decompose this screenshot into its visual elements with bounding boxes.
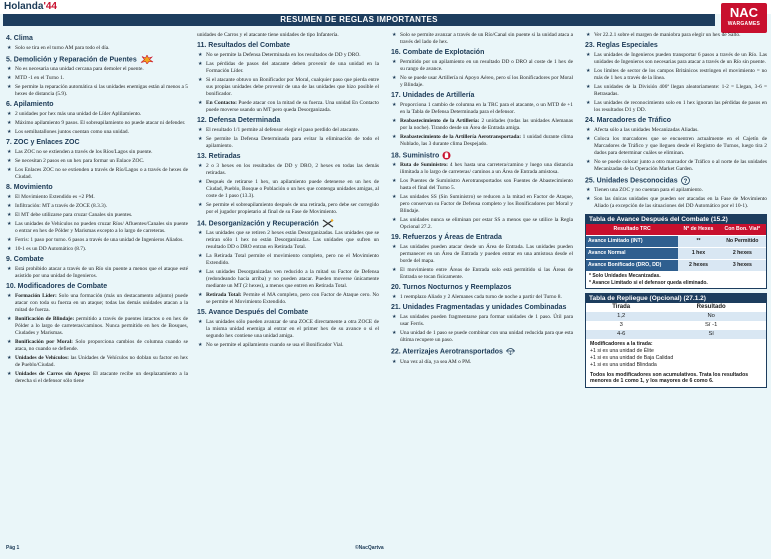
list-item: ★ No se puede colocar junto a otro marcador de Tráfico o al norte de las unidades Mecanizadas de la Operación Market Garden. [585,159,767,173]
list-item: ★ Las unidades pueden atacar desde un Área de Entrada. Las unidades pueden permanecer en un Área de Entrada y pueden entrar en una amistosa desde el borde del mapa. [391,244,573,265]
section-title: 8. Movimiento [6,184,53,192]
section-trafico [585,117,767,173]
game-logo [4,1,57,12]
section-title: 25. Unidades Desconocidas ? [585,176,767,185]
section-apilamiento [6,101,188,136]
section-retiradas [197,153,379,216]
table-title: Tabla de Repliegue (Opcional) (27.1.2) [586,294,766,303]
list-item: ★ Retirada Total: Permite el MA completo, pero con Factor de Ataque cero. No se permite el Movimiento Extendido. [197,292,379,306]
list-item: ★ Las ZOC no se extienden a través de los Ríos/Lagos sin puente. [6,149,188,156]
section-title: 18. Suministro [391,151,573,160]
section-defensa [197,117,379,150]
list-item: ★ Los Puentes de Suministro Aerotransportados son Fuentes de Abastecimiento hasta el final del Turno 5. [391,178,573,192]
list-item: ★ Ferris: 1 paso por turno. 6 pasos a través de una unidad de Ingenieros Aliados. [6,237,188,244]
table-header: Resultado TRC [586,224,678,236]
publisher-badge [721,3,767,33]
section-title: 6. Apilamiento [6,101,54,109]
section-suministro [391,151,573,231]
list-item: ★ No se puede usar Artillería ni Apoyo Aéreo, pero sí los Bonificadores por Moral y Blindaje. [391,75,573,89]
list-item: ★ Máximo apilamiento 9 pasos. El sobreapilamiento no puede atacar ni defender. [6,120,188,127]
list-item: ★ Los límites de sector de los campos Británicos restringen el movimiento = no más de 1 hex a través de la línea. [585,68,767,82]
publisher-badge-sub: WARGAMES [727,21,761,27]
list-item: ★ Las unidades nunca se eliminan por estar SS a menos que se utilice la Regla Opcional 27.2. [391,217,573,231]
table-header: Tirada [612,304,631,311]
section-aterrizajes [391,347,573,365]
section-title: 23. Reglas Especiales [585,42,658,49]
table-notes: * Solo Unidades Mecanizadas. * Avance Limitado si el defensor queda eliminado. [589,273,708,286]
section-modificadores [6,283,188,385]
list-item: ★ Las unidades de la División 406ª llegan aleatoriamente: 1-2 = Llegan, 3-6 = Retrasadas. [585,84,767,98]
list-item: ★ Una vez al día, ya sea AM o PM. [391,359,573,366]
section-title: 22. Aterrizajes Aerotransportados [391,347,573,356]
question-icon [681,176,690,185]
section-combate [6,256,188,280]
list-item: ★ MTD -1 en el Turno 1. [6,75,188,82]
fuel-can-icon [442,151,451,160]
list-item: ★ Afecta sólo a las unidades Mecanizadas Aliadas. [585,127,767,134]
section-title: 13. Retiradas [197,153,241,160]
table-row: 3 Sí -1 [619,322,718,329]
brand-year: '44 [43,1,57,12]
section-nocturnos [391,284,573,301]
section-fragmentadas [391,304,573,344]
section-title: 16. Combate de Explotación [391,49,485,56]
column-3 [391,32,573,537]
table-header: Resultado [696,304,726,311]
list-item: ★ Una unidad de 1 paso se puede combinar con una unidad reducida para que esta última recupere un paso. [391,330,573,344]
list-item: ★ Las unidades de Vehículos no pueden cruzar Ríos/ Afluentes/Canales sin puente o entrar en hex de Pólder y Marismas excepto a lo largo de carreteras. [6,221,188,235]
table-row: Avance Limitado (INT) ** No Permitido [586,236,766,248]
list-item: ★ Las unidades de reconocimiento solo en 1 hex ignoran las pérdidas de pasos en los resultados D1 y DD. [585,100,767,114]
section-title: 5. Demolición y Reparación de Puentes [6,55,188,64]
list-item: ★ 2 unidades por hex más una unidad de Líder Aplilamiento. [6,111,188,118]
list-item: ★ Permitido por un apilamiento en un resultado DD o DRO al coste de 1 hex de su rango de avance. [391,59,573,73]
top-bar [0,0,771,14]
list-item: ★ El Movimiento Extendido es +2 PM. [6,194,188,201]
advance-table-grid [586,224,766,271]
section-title: 20. Turnos Nocturnos y Reemplazos [391,284,512,292]
list-item: ★ El resultado 1/1 permite al defensor elegir el paso perdido del atacante. [197,127,379,134]
list-item: ★ Los semibatallones juntos cuentan como una unidad. [6,129,188,136]
brand-name: Holanda [4,1,44,12]
list-item: ★ No se permite el apilamiento cuando se usa el Bonificador Vial. [197,342,379,349]
section-title: 19. Refuerzos y Áreas de Entrada [391,234,502,242]
section-desconocidas [585,176,767,210]
list-item: ★ No se permite la Defensa Determinada en los resultados de DD y DRO. [197,52,379,59]
list-item: ★ No es necesaria una unidad cercana para demoler el puente. [6,66,188,73]
section-title: 14. Desorganización y Recuperación [197,219,379,228]
section-desorganizacion [197,219,379,306]
list-item: ★ Coloca los marcadores que se encuentren actualmente en el Cajetín de Marcadores de Tráfico y que lleguen desde el Registro de Turnos, luego tira 2 dados para determinar cuáles se eliminan. [585,136,767,157]
advance-table [585,214,767,289]
list-item: ★ Formación Líder: Solo una formación (más un destacamento adjunto) puede atacar con toda su fuerza en un ataque; todas las demás unidades atacan a la mitad de fuerza. [6,293,188,314]
section-title: 12. Defensa Determinada [197,117,281,124]
withdrawal-table-grid [586,303,766,339]
list-item: ★ Reabastecimiento de la Artillería Aerotransportada: 1 unidad durante clima Nublado, las 3 durante clima Despejado. [391,134,573,148]
list-item: ★ La Retirada Total permite el movimiento completo, pero no el Movimiento Extendido. [197,253,379,267]
section-title: 4. Clima [6,35,33,42]
page-title: RESUMEN DE REGLAS IMPORTANTES [3,14,715,26]
section-title: 10. Modificadores de Combate [6,283,108,291]
section-explotacion [391,49,573,89]
section-title: 9. Combate [6,256,44,264]
list-item: ★ Solo se permite avanzar a través de un Río/Canal sin puente si la unidad ataca a través del lado de hex. [391,32,573,46]
list-item: ★ 2 o 3 hexes en los resultados de DD y DRO, 2 hexes en todas las demás retiradas. [197,163,379,177]
section-refuerzos [391,234,573,281]
section-title: 7. ZOC y Enlaces ZOC [6,139,80,147]
explosion-icon [140,55,154,64]
copyright: ©NacQartva [355,545,384,551]
list-item: ★ Unidades de Carros sin Apoyo: El atacante recibe un desplazamiento a la derecha si el defensor sólo tiene [6,371,188,385]
list-item: ★ Infiltración: MT a través de ZOCE (8.3.3). [6,203,188,210]
page-number: Pág 1 [6,545,20,551]
column-1 [6,32,188,537]
section-avance [197,309,379,349]
list-item: ★ Si el atacante obtuvo un Bonificador por Moral, cualquier paso que pierda entre sus propias unidades debe provenir de una de las unidades que hizo posible el bonificador. [197,77,379,98]
column-4 [585,32,767,537]
continued-text: unidades de Carros y el atacante tiene unidades de tipo Infantería. [197,32,339,38]
section-title: 15. Avance Después del Combate [197,309,309,317]
list-item: ★ Las unidades de Ingenieros pueden transportar 6 pasos a través de un Río. Las unidades de Ingenieros son necesarias para atacar a través de un Río sin puente. [585,52,767,66]
table-header: Nº de Hexes [678,224,718,236]
svg-text:?: ? [683,179,687,185]
table-row: 1,2 No [586,312,766,321]
list-item: ★ Las pérdidas de pasos del atacante deben provenir de una unidad en la Formación Líder. [197,61,379,75]
section-artilleria [391,92,573,148]
section-resultados [197,42,379,114]
list-item: ★ Solo se tira en el turno AM para todo el día. [6,45,188,52]
list-item: ★ Las unidades pueden fragmentarse para formar unidades de 1 paso. Útil para usar Ferris. [391,314,573,328]
crossed-swords-icon [322,219,334,228]
list-item: ★ Después de retirarse 1 hex, un apilamiento puede detenerse en un hex de Ciudad, Pueblo, Bosque o Población o un hex que contenga unidades amigas, al coste de 1 paso (13.3). [197,179,379,200]
table-header: Con Bon. Vial* [719,224,766,236]
section-movimiento [6,184,188,253]
section-title: 24. Marcadores de Tráfico [585,117,671,124]
modifiers-block: Modificadores a la tirada: +1 si es una unidad de Élite +1 si es una unidad de Baja Calidad +1 si es una unidad Blindada Todos los modificadores son acumulativos. Trata los resultados menores de 1 como 1, y los mayores de 6 como 6. [590,341,749,385]
list-item: ★ Se permite la Defensa Determinada para evitar la eliminación de todo el apilamiento. [197,136,379,150]
publisher-badge-main: NAC [729,5,759,20]
list-item: ★ El MT debe utilizarse para cruzar Canales sin puentes. [6,212,188,219]
section-clima [6,35,188,52]
table-row: Avance Bonificado (DRO, DD) 2 hexes 3 hexes [586,260,766,272]
list-item: ★ Tienen una ZOC y no cuentan para el apilamiento. [585,187,767,194]
list-item: ★ 10-1 es un DD Automático (8.7). [6,246,188,253]
table-row: 4-6 Sí [586,330,766,339]
section-puentes [6,55,188,98]
withdrawal-table [585,293,767,388]
section-especiales [585,42,767,114]
list-item: ★ Unidades de Vehículos: las Unidades de Vehículos no doblan su factor en hex de Pueblo/Ciudad. [6,355,188,369]
list-item: ★ Las unidades sólo pueden avanzar de una ZOCE directamente a otra ZOCE de la misma unidad enemiga al entrar en el primer hex de su avance o si el segundo hex contiene una unidad amiga. [197,319,379,340]
list-item: ★ Ver 22.2.1 sobre el margen de maniobra para elegir un hex de Salto. [585,32,767,39]
list-item: ★ Las unidades SS (Sin Suministro) se reducen a la mitad en Factor de Ataque, pero conservan su Factor de Defensa completo y los Bonificadores por Moral y Blindaje. [391,194,573,215]
list-item: ★ Reabastecimiento de la Artillería: 2 unidades (todas las unidades Alemanas por la noche). Tirando desde un Área de Entrada amiga. [391,118,573,132]
list-item: ★ Bonificación por Moral: Solo proporciona cambios de columna cuando se ataca, no cuando se defiende. [6,339,188,353]
list-item: ★ Se necesitan 2 pasos en un hex para formar un Enlace ZOC. [6,158,188,165]
list-item: ★ Las unidades que se retiren 2 hexes están Desorganizadas. Las unidades que se retiran sólo 1 hex no están Desorganizadas. Las unidades que sufren un resultado DD o DRO entran en Retirada Total. [197,230,379,251]
section-zoc [6,139,188,181]
list-item: ★ Se permite el sobreapilamiento después de una retirada, pero debe ser corregido por el jugador propietario al final de su Fase de Movimiento. [197,202,379,216]
list-item: ★ En Contacto: Puede atacar con la mitad de su fuerza. Una unidad En Contacto puede moverse usando un MT pero queda Desorganizada. [197,100,379,114]
column-2 [197,32,379,537]
section-title: 11. Resultados del Combate [197,42,290,49]
list-item: ★ Las unidades Desorganizadas ven reducido a la mitad su Factor de Defensa (redondeando hacia arriba) y no pueden atacar. Pueden moverse únicamente mediante un MT (2 hexes), a menos que entren en Retirada Total. [197,269,379,290]
list-item: ★ El movimiento entre Áreas de Entrada solo está permitido si las Áreas de Entrada se tocan físicamente. [391,267,573,281]
section-title: 17. Unidades de Artillería [391,92,475,99]
table-title: Tabla de Avance Después del Combate (15.2) [586,215,766,224]
table-row: Avance Normal 1 hex 2 hexes [586,248,766,260]
list-item: ★ Proporciona 1 cambio de columna en la TRC para el atacante, o un MTD de +1 en la Tabla de Defensa Determinada para el defensor. [391,102,573,116]
list-item: ★ Bonificación de Blindaje: permitido a través de puentes intactos o en hex de Pólder a lo largo de carreteras/caminos. Nunca permitido en hex de Bosques, Ciudades y Marismas. [6,316,188,337]
list-item: ★ Los Enlaces ZOC no se extienden a través de Río/Lagos o a través de hexes de Ciudad. [6,167,188,181]
list-item: ★ 1 reemplazo Aliado y 2 Alemanes cada turno de noche a partir del Turno 8. [391,294,573,301]
list-item: ★ Ruta de Suministro: 4 hex hasta una carretera/camino y luego una distancia ilimitada a lo largo de carreteras/ caminos a un Área de Entrada amistosa. [391,162,573,176]
list-item: ★ Se permite la reparación automática si las unidades enemigas están al menos a 5 hexes de distancia (5.9). [6,84,188,98]
list-item: ★ Son las únicas unidades que pueden ser atacadas en la Fase de Movimiento Aliado (a excepción de las situaciones del DD Automático por el 10-1). [585,196,767,210]
list-item: ★ Está prohibido atacar a través de un Río sin puente a menos que el ataque esté asistido por una unidad de Ingenieros. [6,266,188,280]
parachute-icon [506,347,515,356]
section-title: 21. Unidades Fragmentadas y unidades Combinadas [391,304,567,312]
